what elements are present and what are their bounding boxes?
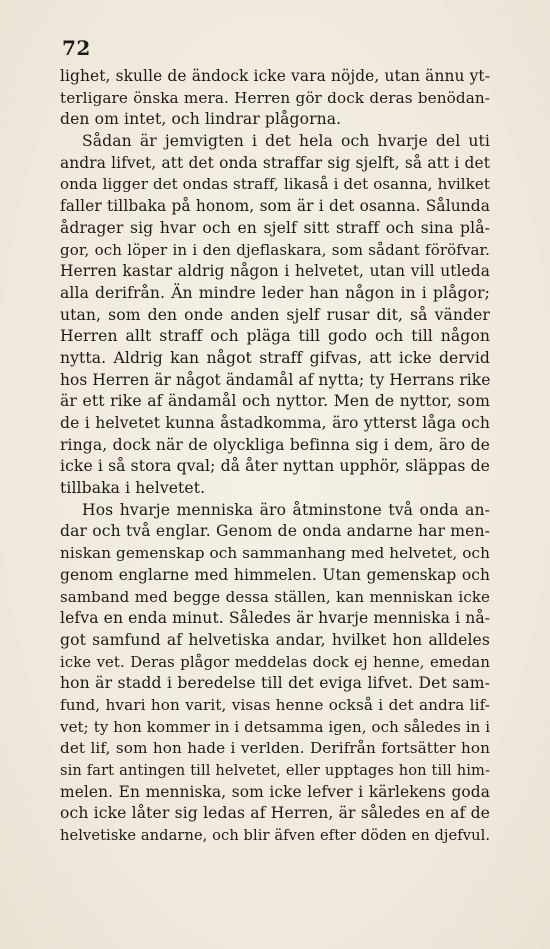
text-line: alla derifrån. Än mindre leder han någon in i plågor; <box>60 283 490 302</box>
text-line: got samfund af helvetiska andar, hvilket hon alldeles <box>60 630 490 649</box>
text-line: nytta. Aldrig kan något straff gifvas, att icke dervid <box>60 348 490 367</box>
text-line: gor, och löper in i den djeflaskara, som sådant föröfvar. <box>60 240 490 259</box>
text-line: faller tillbaka på honom, som är i det osanna. Sålunda <box>60 197 490 216</box>
text-line: de i helvetet kunna åstadkomma, äro ytterst låga och <box>60 414 490 432</box>
text-line: dar och två englar. Genom de onda andarne har men- <box>60 522 490 541</box>
text-line: melen. En menniska, som icke lefver i kärlekens goda <box>60 782 490 801</box>
text-line: ringa, dock när de olyckliga befinna sig i dem, äro de <box>60 435 490 454</box>
text-line: utan, som den onde anden sjelf rusar dit, så vänder <box>60 305 490 324</box>
text-line: Sådan är jemvigten i det hela och hvarje del uti <box>82 132 490 151</box>
text-line: onda ligger det ondas straff, likaså i det osanna, hvilket <box>60 175 490 194</box>
text-line: vet; ty hon kommer in i detsamma igen, och således in i <box>60 717 491 736</box>
text-line: hon är stadd i beredelse till det eviga lifvet. Det sam- <box>60 674 490 693</box>
text-line: icke vet. Deras plågor meddelas dock ej henne, emedan <box>60 653 490 671</box>
text-line: fund, hvari hon varit, visas henne också i det andra lif- <box>60 695 490 714</box>
text-line: hos Herren är något ändamål af nytta; ty Herrans rike <box>60 370 491 389</box>
text-line: Herren kastar aldrig någon i helvetet, utan vill utleda <box>60 262 490 281</box>
text-line: andra lifvet, att det onda straffar sig sjelft, så att i det <box>60 153 490 172</box>
text-line: samband med begge dessa ställen, kan menniskan icke <box>60 587 490 606</box>
text-line: är ett rike af ändamål och nyttor. Men de nyttor, som <box>60 392 490 411</box>
text-line: ådrager sig hvar och en sjelf sitt straff och sina plå- <box>60 218 490 237</box>
text-line: det lif, som hon hade i verlden. Derifrån fortsätter hon <box>60 739 490 758</box>
text-line: Herren allt straff och pläga till godo och till någon <box>60 327 490 346</box>
text-line: Hos hvarje menniska äro åtminstone två onda an- <box>82 500 490 519</box>
text-line: tillbaka i helvetet. <box>60 479 206 498</box>
text-line: niskan gemenskap och sammanhang med helvetet, och <box>60 544 491 563</box>
body-text <box>60 66 490 847</box>
text-line: lighet, skulle de ändock icke vara nöjde, utan ännu yt- <box>60 67 490 85</box>
page-number: 72 <box>62 36 91 60</box>
text-line: icke i så stora qval; då åter nyttan upphör, släppas de <box>60 457 490 476</box>
text-line: genom englarne med himmelen. Utan gemenskap och <box>60 565 490 584</box>
text-line: och icke låter sig ledas af Herren, är således en af de <box>60 804 490 823</box>
text-line: helvetiske andarne, och blir äfven efter döden en djefvul. <box>60 827 491 845</box>
text-line: den om intet, och lindrar plågorna. <box>60 110 342 129</box>
text-line: terligare önska mera. Herren gör dock deras benödan- <box>60 88 490 107</box>
text-line: lefva en enda minut. Således är hvarje menniska i nå- <box>60 609 491 628</box>
text-line: sin fart antingen till helvetet, eller upptages hon till him- <box>60 762 490 779</box>
